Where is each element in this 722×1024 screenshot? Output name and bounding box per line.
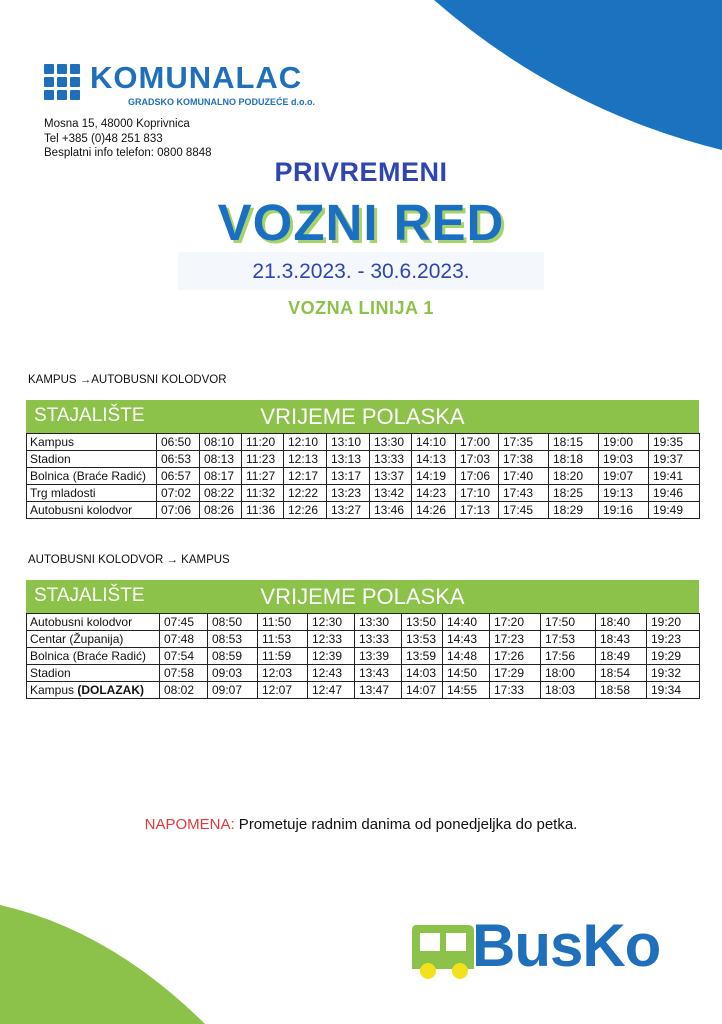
stop-name-cell: Autobusni kolodvor bbox=[27, 502, 157, 519]
departure-time-cell: 12:39 bbox=[308, 648, 355, 665]
departure-time-cell: 14:26 bbox=[412, 502, 456, 519]
header-stop: STAJALIŠTE bbox=[34, 405, 145, 426]
table-row bbox=[27, 614, 700, 631]
page-title: VOZNI RED bbox=[217, 194, 505, 251]
departure-time-cell: 14:03 bbox=[402, 665, 443, 682]
departure-time-cell: 06:53 bbox=[157, 451, 200, 468]
departure-time-cell: 19:03 bbox=[599, 451, 649, 468]
bus-icon bbox=[410, 921, 476, 981]
departure-time-cell: 18:18 bbox=[549, 451, 599, 468]
departure-time-cell: 14:48 bbox=[443, 648, 490, 665]
departure-time-cell: 11:59 bbox=[258, 648, 308, 665]
departure-time-cell: 07:45 bbox=[160, 614, 208, 631]
departure-time-cell: 13:10 bbox=[327, 434, 370, 451]
departure-time-cell: 12:30 bbox=[308, 614, 355, 631]
departure-time-cell: 13:13 bbox=[327, 451, 370, 468]
note-text: Prometuje radnim danima od ponedjeljka do petka. bbox=[234, 816, 578, 833]
departure-time-cell: 11:27 bbox=[242, 468, 284, 485]
departure-time-cell: 17:13 bbox=[456, 502, 499, 519]
departure-time-cell: 19:29 bbox=[647, 648, 700, 665]
departure-time-cell: 14:50 bbox=[443, 665, 490, 682]
departure-time-cell: 13:30 bbox=[370, 434, 412, 451]
departure-time-cell: 11:23 bbox=[242, 451, 284, 468]
departure-time-cell: 08:26 bbox=[200, 502, 242, 519]
departure-time-cell: 14:43 bbox=[443, 631, 490, 648]
departure-time-cell: 12:22 bbox=[284, 485, 327, 502]
departure-time-cell: 13:39 bbox=[355, 648, 402, 665]
departure-time-cell: 13:30 bbox=[355, 614, 402, 631]
stop-name-cell: Autobusni kolodvor bbox=[27, 614, 160, 631]
stop-name-cell: Bolnica (Braće Radić) bbox=[27, 648, 160, 665]
phone-line: Tel +385 (0)48 251 833 bbox=[44, 132, 163, 145]
departure-time-cell: 14:19 bbox=[412, 468, 456, 485]
departure-time-cell: 17:53 bbox=[541, 631, 596, 648]
table-header bbox=[26, 400, 699, 433]
departure-time-cell: 14:40 bbox=[443, 614, 490, 631]
departure-time-cell: 12:33 bbox=[308, 631, 355, 648]
departure-time-cell: 12:47 bbox=[308, 682, 355, 699]
stop-name-cell: Kampus bbox=[27, 434, 157, 451]
departure-time-cell: 13:46 bbox=[370, 502, 412, 519]
company-address bbox=[44, 117, 212, 161]
timetable-grid bbox=[26, 433, 700, 519]
departure-time-cell: 18:54 bbox=[596, 665, 647, 682]
departure-time-cell: 14:23 bbox=[412, 485, 456, 502]
departure-time-cell: 08:10 bbox=[200, 434, 242, 451]
departure-time-cell: 18:25 bbox=[549, 485, 599, 502]
departure-time-cell: 13:50 bbox=[402, 614, 443, 631]
departure-time-cell: 11:53 bbox=[258, 631, 308, 648]
departure-time-cell: 12:43 bbox=[308, 665, 355, 682]
stop-name-cell: Kampus (DOLAZAK) bbox=[27, 682, 160, 699]
departure-time-cell: 13:59 bbox=[402, 648, 443, 665]
departure-time-cell: 12:17 bbox=[284, 468, 327, 485]
departure-time-cell: 11:32 bbox=[242, 485, 284, 502]
brand-name: KOMUNALAC bbox=[90, 60, 303, 95]
departure-time-cell: 19:32 bbox=[647, 665, 700, 682]
stop-name-cell: Centar (Županija) bbox=[27, 631, 160, 648]
departure-time-cell: 19:23 bbox=[647, 631, 700, 648]
header-times: VRIJEME POLASKA bbox=[260, 404, 465, 429]
departure-time-cell: 08:50 bbox=[208, 614, 258, 631]
departure-time-cell: 07:48 bbox=[160, 631, 208, 648]
table-row bbox=[27, 434, 700, 451]
departure-time-cell: 18:29 bbox=[549, 502, 599, 519]
departure-time-cell: 14:10 bbox=[412, 434, 456, 451]
departure-time-cell: 13:37 bbox=[370, 468, 412, 485]
departure-time-cell: 06:57 bbox=[157, 468, 200, 485]
departure-time-cell: 12:10 bbox=[284, 434, 327, 451]
departure-time-cell: 17:40 bbox=[499, 468, 549, 485]
info-phone-line: Besplatni info telefon: 0800 8848 bbox=[44, 147, 212, 159]
address-line: Mosna 15, 48000 Koprivnica bbox=[44, 118, 190, 130]
departure-time-cell: 18:03 bbox=[541, 682, 596, 699]
departure-time-cell: 13:17 bbox=[327, 468, 370, 485]
departure-time-cell: 12:03 bbox=[258, 665, 308, 682]
departure-time-cell: 13:23 bbox=[327, 485, 370, 502]
validity-dates: 21.3.2023. - 30.6.2023. bbox=[252, 260, 470, 283]
busko-logo bbox=[410, 912, 680, 983]
departure-time-cell: 08:13 bbox=[200, 451, 242, 468]
header-times: VRIJEME POLASKA bbox=[260, 584, 465, 609]
table-header bbox=[26, 580, 699, 613]
route-title-1: KAMPUS →AUTOBUSNI KOLODVOR bbox=[28, 374, 227, 386]
table-row bbox=[27, 502, 700, 519]
departure-time-cell: 18:15 bbox=[549, 434, 599, 451]
departure-time-cell: 17:10 bbox=[456, 485, 499, 502]
timetable-grid bbox=[26, 613, 700, 699]
departure-time-cell: 19:07 bbox=[599, 468, 649, 485]
route-title-2: AUTOBUSNI KOLODVOR → KAMPUS bbox=[28, 554, 230, 566]
departure-time-cell: 08:02 bbox=[160, 682, 208, 699]
departure-time-cell: 19:35 bbox=[649, 434, 700, 451]
departure-time-cell: 17:03 bbox=[456, 451, 499, 468]
departure-time-cell: 08:53 bbox=[208, 631, 258, 648]
departure-time-cell: 19:49 bbox=[649, 502, 700, 519]
stop-name-cell: Stadion bbox=[27, 451, 157, 468]
departure-time-cell: 18:58 bbox=[596, 682, 647, 699]
departure-time-cell: 06:50 bbox=[157, 434, 200, 451]
departure-time-cell: 12:13 bbox=[284, 451, 327, 468]
departure-time-cell: 18:20 bbox=[549, 468, 599, 485]
departure-time-cell: 13:42 bbox=[370, 485, 412, 502]
departure-time-cell: 19:00 bbox=[599, 434, 649, 451]
departure-time-cell: 17:26 bbox=[490, 648, 541, 665]
departure-time-cell: 17:45 bbox=[499, 502, 549, 519]
table-row bbox=[27, 648, 700, 665]
busko-name: BusKo bbox=[472, 912, 661, 979]
departure-time-cell: 08:59 bbox=[208, 648, 258, 665]
table-row bbox=[27, 665, 700, 682]
departure-time-cell: 07:54 bbox=[160, 648, 208, 665]
departure-time-cell: 19:46 bbox=[649, 485, 700, 502]
departure-time-cell: 17:00 bbox=[456, 434, 499, 451]
departure-time-cell: 09:03 bbox=[208, 665, 258, 682]
departure-time-cell: 13:47 bbox=[355, 682, 402, 699]
departure-time-cell: 19:13 bbox=[599, 485, 649, 502]
departure-time-cell: 19:20 bbox=[647, 614, 700, 631]
departure-time-cell: 18:49 bbox=[596, 648, 647, 665]
departure-time-cell: 17:29 bbox=[490, 665, 541, 682]
note bbox=[0, 816, 722, 833]
departure-time-cell: 17:33 bbox=[490, 682, 541, 699]
logo-grid-icon bbox=[44, 64, 80, 100]
departure-time-cell: 18:00 bbox=[541, 665, 596, 682]
departure-time-cell: 19:16 bbox=[599, 502, 649, 519]
departure-time-cell: 07:02 bbox=[157, 485, 200, 502]
departure-time-cell: 17:43 bbox=[499, 485, 549, 502]
header-stop: STAJALIŠTE bbox=[34, 585, 145, 606]
table-row bbox=[27, 682, 700, 699]
departure-time-cell: 09:07 bbox=[208, 682, 258, 699]
blue-corner-shape bbox=[434, 0, 722, 150]
table-row bbox=[27, 485, 700, 502]
departure-time-cell: 17:23 bbox=[490, 631, 541, 648]
departure-time-cell: 13:27 bbox=[327, 502, 370, 519]
departure-time-cell: 13:33 bbox=[355, 631, 402, 648]
departure-time-cell: 17:50 bbox=[541, 614, 596, 631]
departure-time-cell: 11:50 bbox=[258, 614, 308, 631]
departure-time-cell: 18:40 bbox=[596, 614, 647, 631]
departure-time-cell: 08:22 bbox=[200, 485, 242, 502]
table-row bbox=[27, 468, 700, 485]
stop-name-cell: Stadion bbox=[27, 665, 160, 682]
departure-time-cell: 17:35 bbox=[499, 434, 549, 451]
departure-time-cell: 11:20 bbox=[242, 434, 284, 451]
stop-name-cell: Bolnica (Braće Radić) bbox=[27, 468, 157, 485]
departure-time-cell: 17:20 bbox=[490, 614, 541, 631]
brand-subtitle: GRADSKO KOMUNALNO PODUZEĆE d.o.o. bbox=[128, 97, 315, 107]
departure-time-cell: 08:17 bbox=[200, 468, 242, 485]
departure-time-cell: 17:56 bbox=[541, 648, 596, 665]
departure-time-cell: 12:07 bbox=[258, 682, 308, 699]
departure-time-cell: 19:37 bbox=[649, 451, 700, 468]
departure-time-cell: 13:43 bbox=[355, 665, 402, 682]
departure-time-cell: 12:26 bbox=[284, 502, 327, 519]
departure-time-cell: 14:55 bbox=[443, 682, 490, 699]
departure-time-cell: 14:13 bbox=[412, 451, 456, 468]
departure-time-cell: 07:58 bbox=[160, 665, 208, 682]
departure-time-cell: 17:38 bbox=[499, 451, 549, 468]
green-corner-shape bbox=[0, 905, 205, 1024]
timetable-2 bbox=[26, 580, 699, 699]
departure-time-cell: 18:43 bbox=[596, 631, 647, 648]
departure-time-cell: 11:36 bbox=[242, 502, 284, 519]
timetable-1 bbox=[26, 400, 699, 519]
note-label: NAPOMENA: bbox=[144, 816, 235, 833]
title-prefix: PRIVREMENI bbox=[274, 157, 448, 187]
departure-time-cell: 14:07 bbox=[402, 682, 443, 699]
departure-time-cell: 13:53 bbox=[402, 631, 443, 648]
table-row bbox=[27, 451, 700, 468]
departure-time-cell: 13:33 bbox=[370, 451, 412, 468]
departure-time-cell: 17:06 bbox=[456, 468, 499, 485]
line-name: VOZNA LINIJA 1 bbox=[288, 298, 434, 318]
departure-time-cell: 19:41 bbox=[649, 468, 700, 485]
departure-time-cell: 19:34 bbox=[647, 682, 700, 699]
komunalac-logo bbox=[44, 60, 315, 110]
table-row bbox=[27, 631, 700, 648]
stop-name-cell: Trg mladosti bbox=[27, 485, 157, 502]
departure-time-cell: 07:06 bbox=[157, 502, 200, 519]
